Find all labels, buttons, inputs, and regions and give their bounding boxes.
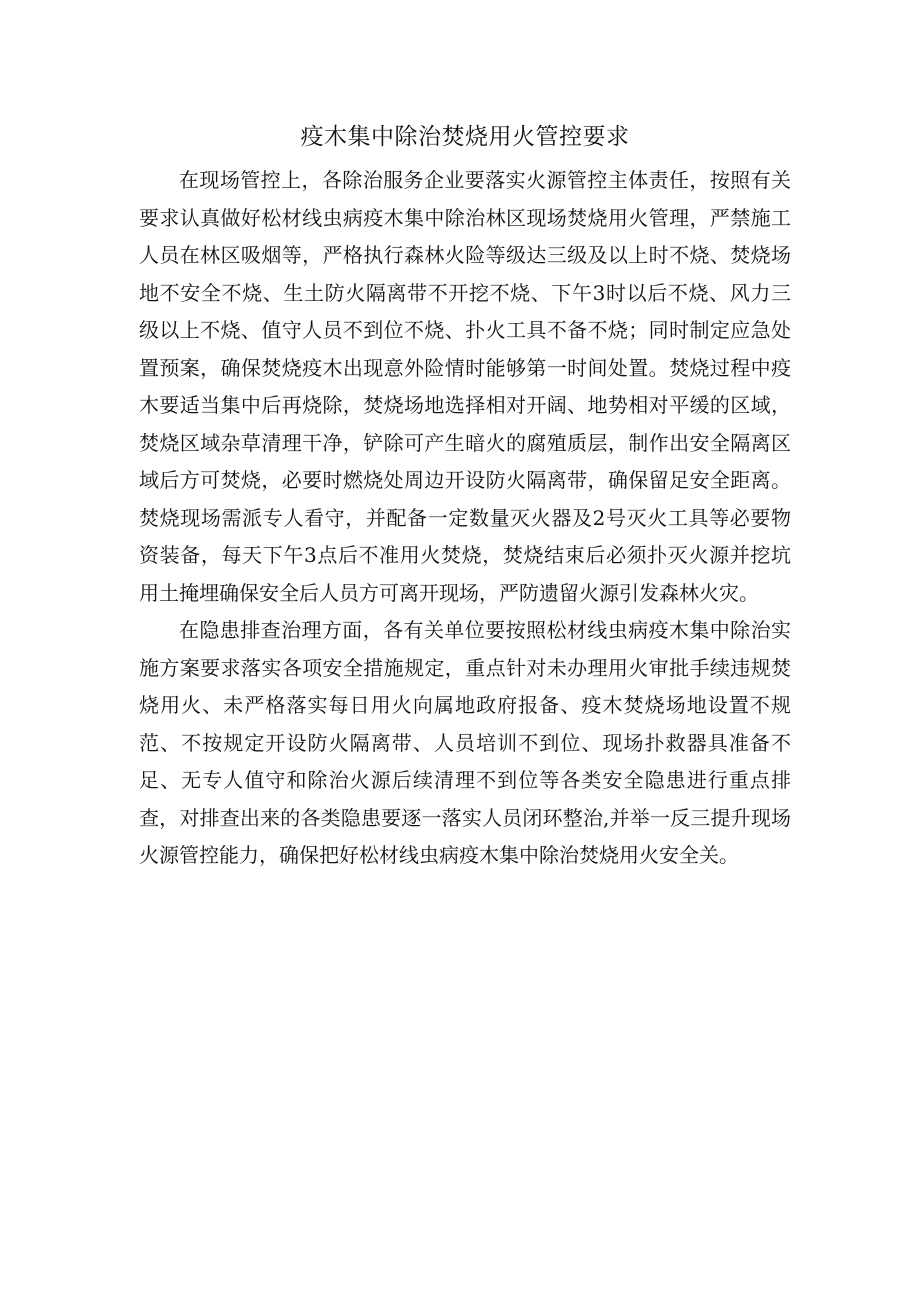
paragraph-site-control: 在现场管控上，各除治服务企业要落实火源管控主体责任，按照有关要求认真做好松材线虫病疫木集中除治林区现场焚烧用火管理，严禁施工人员在林区吸烟等，严格执行森林火险等级达三级及以上时不烧、焚烧场地不安全不烧、生土防火隔离带不开挖不烧、下午3时以后不烧、风力三级以上不烧、值守人员不到位不烧、扑火工具不备不烧；同时制定应急处置预案，确保焚烧疫木出现意外险情时能够第一时间处置。焚烧过程中疫木要适当集中后再烧除，焚烧场地选择相对开阔、地势相对平缓的区域，焚烧区域杂草清理干净，铲除可产生暗火的腐殖质层，制作出安全隔离区域后方可焚烧，必要时燃烧处周边开设防火隔离带，确保留足安全距离。焚烧现场需派专人看守，并配备一定数量灭火器及2号灭火工具等必要物资装备，每天下午3点后不准用火焚烧，焚烧结束后必须扑灭火源并挖坑用土掩埋确保安全后人员方可离开现场，严防遗留火源引发森林火灾。: [139, 168, 791, 605]
paragraph-hazard-inspection: 在隐患排查治理方面，各有关单位要按照松材线虫病疫木集中除治实施方案要求落实各项安全措施规定，重点针对未办理用火审批手续违规焚烧用火、未严格落实每日用火向属地政府报备、疫木焚烧场地设置不规范、不按规定开设防火隔离带、人员培训不到位、现场扑救器具准备不足、无专人值守和除治火源后续清理不到位等各类安全隐患进行重点排查，对排查出来的各类隐患要逐一落实人员闭环整治,并举一反三提升现场火源管控能力，确保把好松材线虫病疫木集中除治焚烧用火安全关。: [139, 618, 791, 867]
document-body: [139, 112, 791, 875]
document-title: 疫木集中除治焚烧用火管控要求: [300, 124, 630, 150]
